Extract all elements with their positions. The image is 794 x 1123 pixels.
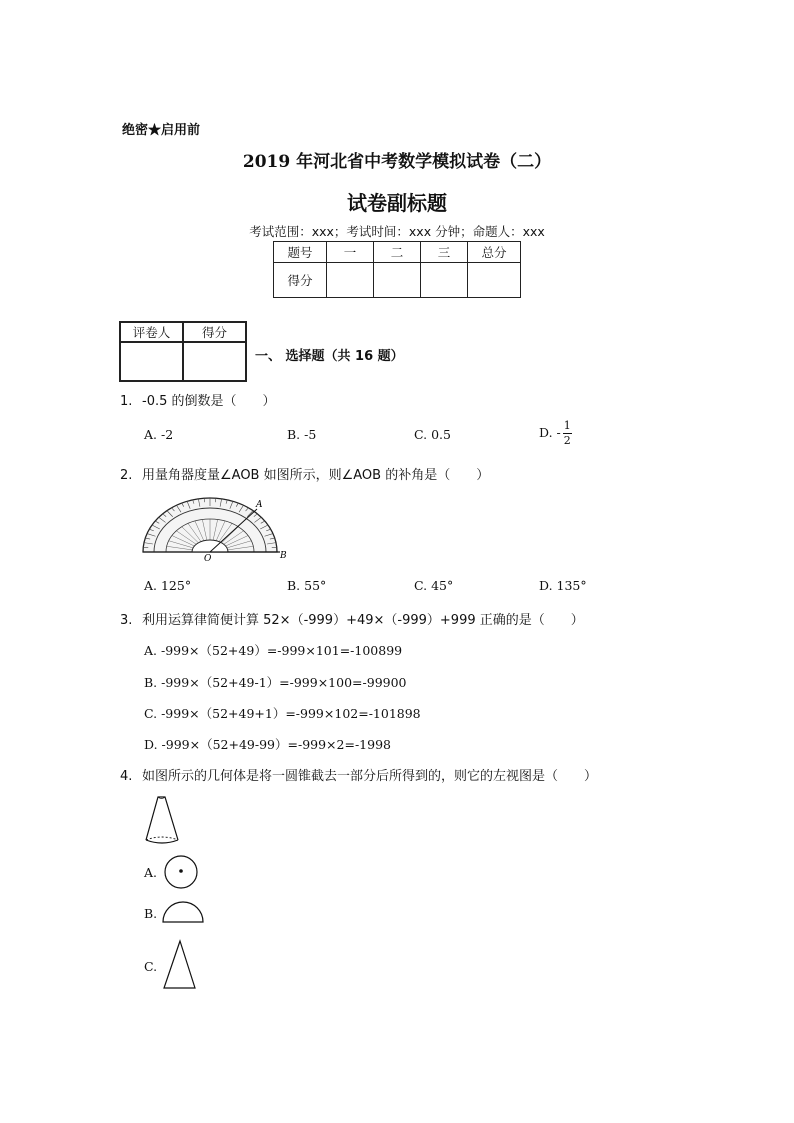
grader-cell[interactable]	[183, 342, 246, 381]
exam-title: 2019 年河北省中考数学模拟试卷（二）	[242, 152, 552, 172]
triangle-icon	[164, 941, 195, 988]
option-b[interactable]: B. -999×（52+49-1）=-999×100=-99900	[144, 675, 407, 690]
fraction	[563, 419, 572, 448]
grader-cell[interactable]	[120, 342, 183, 381]
question-text: 如图所示的几何体是将一圆锥截去一部分后所得到的，则它的左视图是（ ）	[142, 769, 598, 784]
circle-with-dot-icon	[165, 856, 197, 888]
question-3	[120, 609, 584, 628]
protractor-figure	[140, 494, 290, 562]
option-d-label: D. -	[539, 425, 561, 440]
exam-info: 考试范围：xxx；考试时间：xxx 分钟；命题人：xxx	[249, 224, 545, 239]
fraction-denominator: 2	[563, 434, 571, 447]
option-a[interactable]: A.	[144, 865, 158, 880]
question-number: 4.	[120, 769, 133, 784]
option-d[interactable]: D. -999×（52+49-99）=-999×2=-1998	[144, 737, 391, 752]
option-c[interactable]: C. -999×（52+49+1）=-999×102=-101898	[144, 706, 421, 721]
score-header-cell: 三	[421, 242, 468, 263]
grader-header-cell: 得分	[183, 322, 246, 342]
option-a-figure	[162, 854, 202, 890]
truncated-cone-figure	[142, 794, 182, 844]
question-text: 用量角器度量∠AOB 如图所示，则∠AOB 的补角是（ ）	[142, 468, 490, 483]
grader-header-cell: 评卷人	[120, 322, 183, 342]
question-number: 3.	[120, 613, 133, 628]
score-table	[273, 241, 521, 298]
point-b-label: B	[280, 551, 287, 561]
option-a[interactable]: A. 125°	[144, 578, 192, 593]
option-a[interactable]: A. -999×（52+49）=-999×101=-100899	[144, 643, 403, 658]
option-c[interactable]: C.	[144, 959, 158, 974]
exam-subtitle: 试卷副标题	[347, 191, 447, 215]
question-2	[120, 464, 489, 483]
score-cell[interactable]	[327, 263, 374, 298]
truncated-cone-icon	[146, 797, 178, 843]
section-heading: 一、 选择题（共 16 题）	[255, 349, 404, 364]
option-c-figure	[160, 938, 200, 992]
confidential-label: 绝密★启用前	[122, 123, 201, 138]
question-number: 1.	[120, 394, 133, 409]
option-b[interactable]: B.	[144, 906, 158, 921]
score-header-cell: 二	[374, 242, 421, 263]
score-cell[interactable]	[468, 263, 521, 298]
fraction-numerator: 1	[563, 419, 571, 432]
score-header-cell: 一	[327, 242, 374, 263]
score-table-score-row	[274, 263, 521, 298]
option-b[interactable]: B. -5	[287, 427, 317, 442]
question-number: 2.	[120, 468, 133, 483]
question-text: -0.5 的倒数是（ ）	[142, 394, 276, 409]
point-o-label: O	[204, 554, 212, 562]
question-text: 利用运算律简便计算 52×（-999）+49×（-999）+999 正确的是（ ）	[142, 613, 584, 628]
score-table-header-row	[274, 242, 521, 263]
question-1	[120, 390, 276, 409]
option-b-figure	[160, 899, 208, 925]
option-d[interactable]	[539, 419, 572, 448]
score-cell[interactable]	[421, 263, 468, 298]
score-cell[interactable]	[374, 263, 421, 298]
option-d[interactable]: D. 135°	[539, 578, 587, 593]
option-b[interactable]: B. 55°	[287, 578, 327, 593]
option-a[interactable]: A. -2	[144, 427, 174, 442]
option-c[interactable]: C. 0.5	[414, 427, 451, 442]
score-header-cell: 总分	[468, 242, 521, 263]
protractor-icon	[143, 498, 287, 562]
grader-table	[119, 321, 247, 382]
option-c[interactable]: C. 45°	[414, 578, 454, 593]
question-4	[120, 765, 597, 784]
point-a-label: A	[256, 500, 263, 510]
score-row-label: 得分	[274, 263, 327, 298]
score-header-cell: 题号	[274, 242, 327, 263]
semicircle-icon	[163, 902, 203, 922]
